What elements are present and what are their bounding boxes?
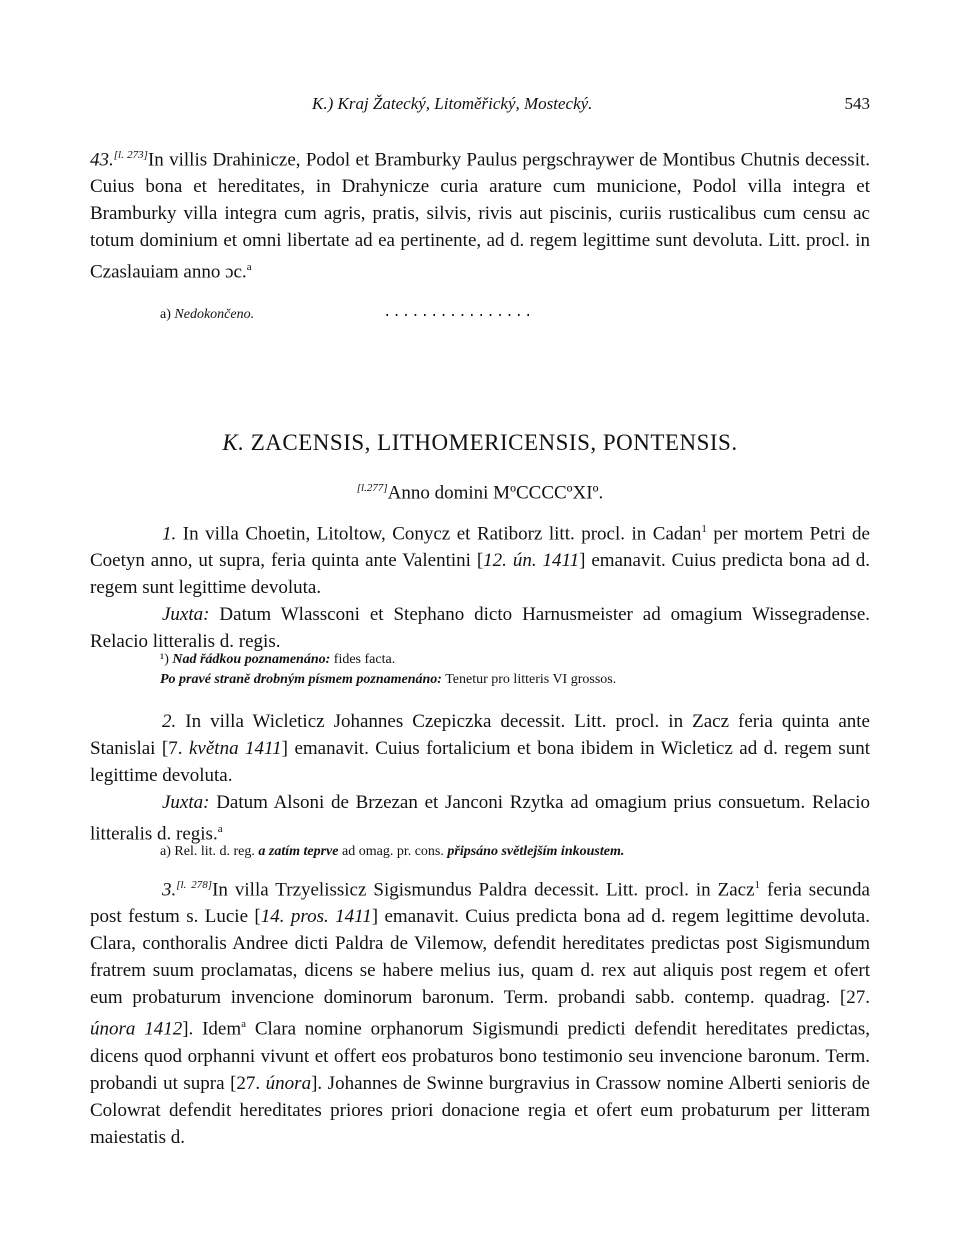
note-mark: a (246, 261, 252, 274)
date-gloss: 14. pros. 1411 (260, 906, 372, 928)
section-title-text: ZACENSIS, LITHOMERICENSIS, PONTENSIS. (250, 430, 738, 455)
footnote-text: ad omag. pr. cons. (338, 844, 448, 859)
footnote-text: fides facta. (330, 652, 396, 667)
section-k: K. (222, 430, 245, 455)
juxta-label: Juxta: (162, 604, 210, 626)
entry-text: In villa Wicleticz Johannes Czepiczka decessit. Litt. procl. in Zacz feria quinta ante Stanislai [7. (90, 711, 870, 759)
entry-text: In villa Choetin, Litoltow, Conycz et Ratiborz litt. procl. in Cadan (182, 523, 702, 545)
footnote-ref: 1 (754, 879, 761, 891)
ellipsis-dots: ................ (383, 305, 534, 321)
entry-43 (90, 142, 870, 286)
folio-ref: [l. 273] (113, 149, 148, 161)
entry-3 (90, 872, 870, 1151)
footnote-mark: ¹) (160, 652, 169, 667)
date-gloss: února 1412 (90, 1018, 183, 1040)
entry-text: In villis Drahinicze, Podol et Bramburky Paulus pergschraywer de Montibus Chutnis decessit. Cuius bona et hereditates, in Drahynicze curia arature cum municione, Podol villa integra et Bramburky villa integra cum agris, pratis, silvis, rivis aut piscinis, curiis rusticalibus cum censu ac totum dominium et omni libertate ad ea pertinente, ad d. regem legittime sunt devoluta. Litt. procl. in Czaslauiam anno ɔc. (90, 149, 870, 283)
footnote-italic: připsáno světlejším inkoustem. (447, 844, 625, 859)
note-mark: a (241, 1018, 247, 1031)
running-head-title: K.) Kraj Žatecký, Litoměřický, Mostecký. (312, 94, 593, 113)
entry-text: feria secunda post festum s. Lucie [ (90, 879, 870, 928)
page-number: 543 (844, 94, 870, 113)
entry-number: 3. (162, 879, 177, 901)
entry-1 (90, 516, 870, 655)
footnote-text: Nedokončeno. (174, 307, 255, 322)
entry-number: 1. (162, 523, 177, 545)
entry-text: per mortem Petri de Coetyn anno, ut supra, feria quinta ante Valentini [ (90, 523, 870, 572)
footnote-1 (160, 650, 870, 690)
anno-text: Anno domini MºCCCCºXIº. (387, 482, 604, 504)
entry-number: 43. (90, 149, 114, 171)
footnote-label: Po pravé straně drobným písmem poznamenáno: (160, 672, 442, 687)
footnote-italic: a zatím teprve (258, 844, 339, 859)
anno-line (90, 482, 870, 504)
date-gloss: 12. ún. 1411 (483, 550, 580, 572)
juxta-text: Datum Wlassconi et Stephano dicto Harnusmeister ad omagium Wissegradense. Relacio litteralis d. regis. (90, 604, 870, 653)
folio-ref: [l.277] (356, 482, 388, 494)
footnote-text: Rel. lit. d. reg. (170, 844, 259, 859)
entry-2 (90, 708, 870, 847)
entry-text: ] emanavit. Cuius predicta bona ad d. regem sunt legittime devoluta. (90, 550, 870, 599)
folio-ref: [l. 278] (176, 879, 213, 891)
footnote-mark: a) (160, 307, 171, 322)
entry-number: 2. (162, 711, 177, 732)
footnote-ref: 1 (701, 523, 707, 535)
entry-text: Clara nomine orphanorum Sigismundi predicti defendit hereditates predictas, dicens quod orphanni vivunt et offert eos probaturos bono testimonio seu invencione baronum. Term. probandi ut supra [27. (90, 1018, 870, 1094)
entry-text: ]. Idem (182, 1018, 242, 1040)
entry-text: ] emanavit. Cuius fortalicium et bona ibidem in Wicleticz ad d. regem sunt legittime devoluta. (90, 738, 871, 786)
juxta-text: Datum Alsoni de Brzezan et Janconi Rzytka ad omagium prius consuetum. Relacio litteralis d. regis. (90, 792, 870, 845)
footnote-text: Tenetur pro litteris VI grossos. (441, 672, 617, 687)
section-title (90, 430, 870, 456)
entry-text: In villa Trzyelissicz Sigismundus Paldra decessit. Litt. procl. in Zacz (212, 879, 755, 901)
date-gloss: května 1411 (188, 738, 282, 759)
note-mark: a (217, 823, 223, 835)
entry-text: ] emanavit. Cuius predicta bona ad d. regem legittime devoluta. Clara, conthoralis Andree dicti Paldra de Vilemow, defendit hereditates predictas post Sigismundum fratrem suum proclamatas, dicens se habere melius ius, quam d. rex aut aliquis post regem et ofert eum probaturum invencione dominorum baronum. Term. probandi sabb. contemp. quadrag. [27. (90, 906, 870, 1009)
footnote-2 (160, 842, 870, 862)
footnote-mark: a) (160, 844, 171, 859)
footnote-label: Nad řádkou poznamenáno: (172, 652, 331, 667)
juxta-label: Juxta: (162, 792, 210, 813)
entry-text: ]. Johannes de Swinne burgravius in Crassow nomine Alberti senioris de Colowrat defendit hereditates priores priori donacione regia et ofert eum probaturum per litteram maiestatis d. (90, 1072, 870, 1148)
date-gloss: února (265, 1072, 312, 1094)
